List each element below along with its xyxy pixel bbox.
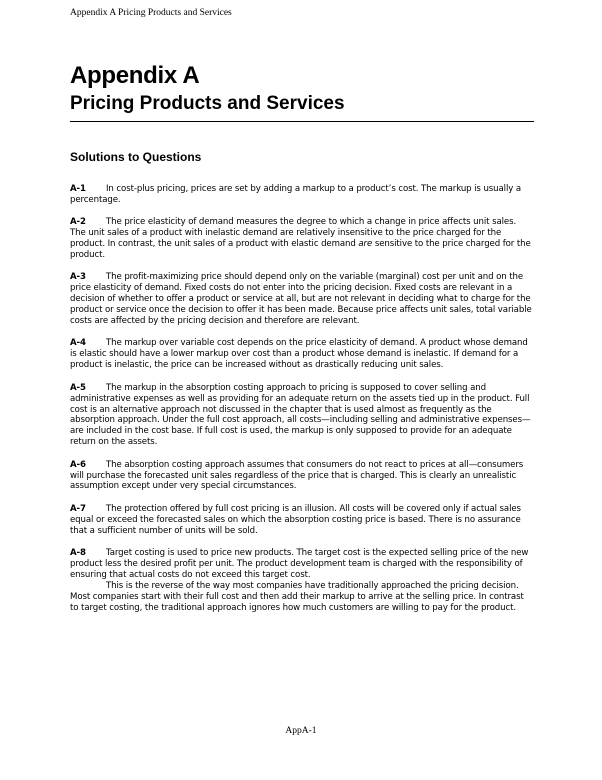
answer-a8 xyxy=(70,548,534,613)
answer-text: The markup in the absorption costing approach to pricing is supposed to cover selling and administrative expenses as well as providing for an adequate return on the assets tied up in the product. Full cost is an alternative approach not discussed in the chapter that is used almost as frequently as the absorption approach. Under the full cost approach, all costs—including selling and administrative expenses—are included in the cost base. If full cost is used, the markup is only supposed to provide for an adequate return on the assets. xyxy=(70,382,531,448)
title-block xyxy=(70,62,534,122)
question-id: A-6 xyxy=(70,459,86,470)
appendix-title: Appendix A xyxy=(70,62,200,89)
answer-a2 xyxy=(70,217,534,261)
answer-text: The markup over variable cost depends on the price elasticity of demand. A product whose demand is elastic should have a lower markup over cost than a product whose demand is inelastic. If demand for a product is inelastic, the price can be increased without as drastically reducing unit sales. xyxy=(70,338,528,371)
appendix-subtitle: Pricing Products and Services xyxy=(70,93,345,114)
answer-text: The protection offered by full cost pricing is an illusion. All costs will be covered only if actual sales equal or exceed the forecasted sales on which the absorption costing price is based. There is no assurance that a sufficient number of units will be sold. xyxy=(70,503,521,536)
question-id: A-2 xyxy=(70,217,86,228)
answer-a5 xyxy=(70,383,534,448)
answers-list xyxy=(70,184,534,625)
answer-text: The profit-maximizing price should depend only on the variable (marginal) cost per unit and on the price elasticity of demand. Fixed costs do not enter into the pricing decision. Fixed costs are relevant in a decision of whether to offer a product or service at all, but are not relevant in deciding what to charge for the product or service once the decision to offer it has been made. Because price affects unit sales, total variable costs are affected by the pricing decision and therefore are relevant. xyxy=(70,272,532,327)
answer-text: Target costing is used to price new products. The target cost is the expected selling price of the new product less the desired profit per unit. The product development team is charged with the responsibility of ensuring that actual costs do not exceed this target cost. xyxy=(70,548,529,580)
question-id: A-4 xyxy=(70,338,86,349)
answer-a7 xyxy=(70,504,534,537)
question-id: A-1 xyxy=(70,184,86,194)
answer-continuation: This is the reverse of the way most companies have traditionally approached the pricing decision. Most companies start with their full cost and then add their markup to arrive at the selling price. In contrast to target costing, the traditional approach ignores how much customers are willing to pay for the product. xyxy=(70,580,524,613)
answer-a4 xyxy=(70,338,534,371)
answer-text: In cost-plus pricing, prices are set by adding a markup to a product’s cost. The markup is usually a percentage. xyxy=(70,184,522,205)
running-header: Appendix A Pricing Products and Services xyxy=(70,8,232,18)
answer-text: The price elasticity of demand measures the degree to which a change in price affects unit sales. The unit sales of a product with inelastic demand are relatively insensitive to the price charged for the product. In contrast, the unit sales of a product with elastic demand xyxy=(70,217,517,250)
question-id: A-5 xyxy=(70,382,86,393)
answer-text-end: sensitive to the price charged for the product. xyxy=(70,239,531,261)
answer-a3 xyxy=(70,272,534,327)
answer-a6 xyxy=(70,460,534,493)
page-number: AppA-1 xyxy=(285,726,317,736)
section-heading: Solutions to Questions xyxy=(70,150,202,164)
answer-emphasis: are xyxy=(358,239,373,250)
title-rule xyxy=(70,121,534,122)
question-id: A-3 xyxy=(70,272,86,283)
answer-text: The absorption costing approach assumes that consumers do not react to prices at all—consumers will purchase the forecasted unit sales regardless of the price that is charged. This is clearly an unrealistic assumption except under very special circumstances. xyxy=(70,459,524,492)
answer-a1 xyxy=(70,184,534,206)
question-id: A-8 xyxy=(70,548,86,559)
question-id: A-7 xyxy=(70,503,86,514)
